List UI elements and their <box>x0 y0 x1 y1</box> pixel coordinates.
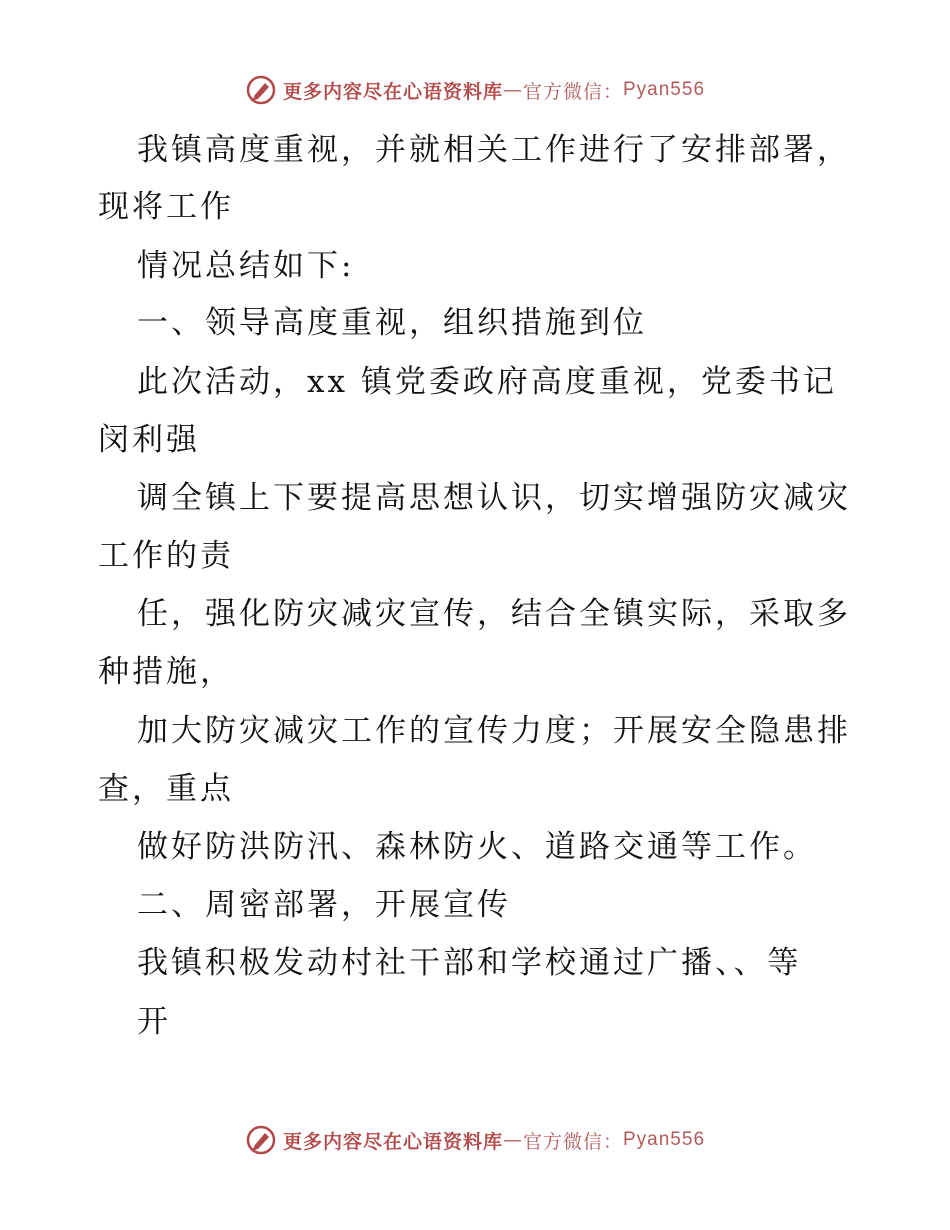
text-line: 做好防洪防汛、森林防火、道路交通等工作。 <box>137 829 817 865</box>
watermark-label: 官方微信： <box>522 80 623 103</box>
watermark-separator: — <box>502 79 523 101</box>
text-line: 我镇高度重视，并就相关工作进行了安排部署， <box>137 132 851 168</box>
text-line: 我镇积极发动村社干部和学校通过广播、、等 <box>137 945 802 981</box>
watermark-account: Pyan556 <box>623 79 706 100</box>
watermark-brand: 更多内容尽在心语资料库 <box>282 80 503 103</box>
watermark-label: 官方微信： <box>522 1130 623 1153</box>
text-line: 工作的责 <box>98 538 234 574</box>
watermark-footer <box>0 1120 950 1160</box>
pen-seal-icon <box>245 1124 277 1156</box>
section-heading: 一、领导高度重视，组织措施到位 <box>137 305 647 341</box>
text-line: 闵利强 <box>98 422 200 458</box>
text-line: 开 <box>137 1004 171 1040</box>
watermark-header <box>0 70 950 110</box>
text-line: 此次活动，xx 镇党委政府高度重视，党委书记 <box>137 364 837 400</box>
section-heading: 二、周密部署，开展宣传 <box>137 887 511 923</box>
text-line: 情况总结如下: <box>137 248 355 284</box>
text-line: 种措施， <box>98 654 234 690</box>
text-line: 现将工作 <box>98 189 234 225</box>
watermark-account: Pyan556 <box>623 1129 706 1150</box>
watermark-brand: 更多内容尽在心语资料库 <box>282 1130 503 1153</box>
text-line: 加大防灾减灾工作的宣传力度；开展安全隐患排 <box>137 713 851 749</box>
watermark-separator: — <box>502 1129 523 1151</box>
text-line: 调全镇上下要提高思想认识，切实增强防灾减灾 <box>137 480 851 516</box>
pen-seal-icon <box>245 74 277 106</box>
text-line: 查，重点 <box>98 771 234 807</box>
text-line: 任，强化防灾减灾宣传，结合全镇实际，采取多 <box>137 596 851 632</box>
